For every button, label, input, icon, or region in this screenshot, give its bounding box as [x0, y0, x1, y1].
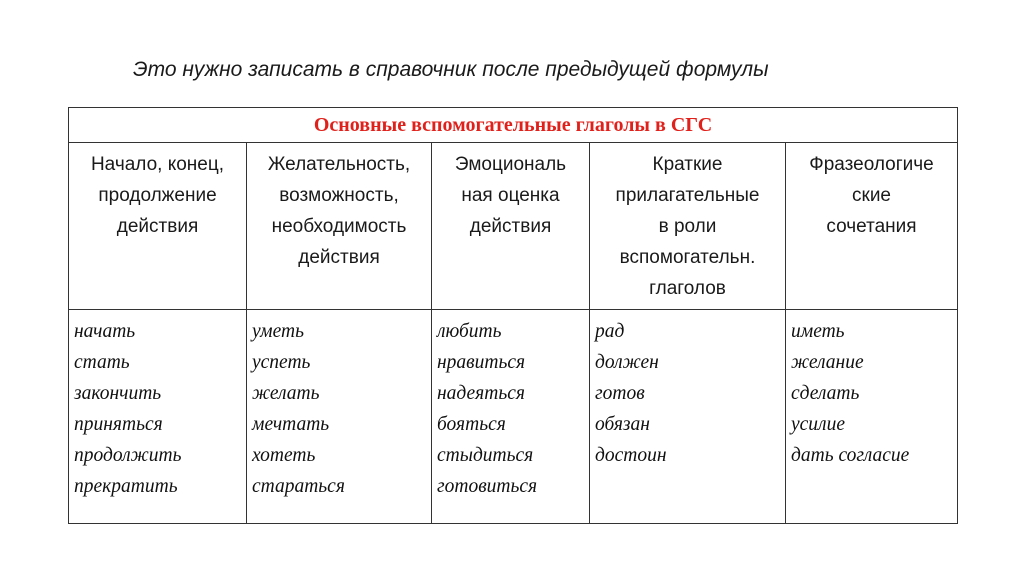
category-header-cell — [69, 143, 247, 310]
adjective-word: достоин — [595, 445, 667, 466]
category-label: Фразеологиче ские сочетания — [809, 154, 934, 237]
adjective-word: обязан — [595, 414, 650, 435]
verb-word: уметь — [252, 321, 304, 342]
verb-word: стать — [74, 352, 130, 373]
category-label: Эмоциональ ная оценка действия — [454, 154, 567, 237]
page-heading: Это нужно записать в справочник после предыдущей формулы — [133, 58, 769, 81]
category-label: Краткие прилагательные в роли вспомогательн. глаголов — [615, 154, 760, 299]
verb-word: любить — [437, 321, 502, 342]
verb-word: прекратить — [74, 476, 178, 497]
phrase-word: усилие — [791, 414, 845, 435]
category-header-cell — [590, 143, 786, 310]
phrase-word: желание — [791, 352, 864, 373]
verb-word: нравиться — [437, 352, 526, 373]
verb-word: готовиться — [437, 476, 538, 497]
verb-word: стараться — [252, 476, 345, 497]
verb-word: мечтать — [252, 414, 330, 435]
verb-word: продолжить — [74, 445, 182, 466]
adjective-word: рад — [595, 321, 625, 342]
verb-word: приняться — [74, 414, 163, 435]
category-label: Начало, конец, продолжение действия — [90, 154, 225, 237]
category-label: Желательность, возможность, необходимость действия — [267, 154, 411, 268]
category-header-cell — [247, 143, 432, 310]
word-list-cell — [247, 310, 432, 524]
phrase-word: иметь — [791, 321, 845, 342]
verb-word: стыдиться — [437, 445, 534, 466]
word-list-cell — [590, 310, 786, 524]
verb-word: успеть — [252, 352, 311, 373]
adjective-word: должен — [595, 352, 659, 373]
verb-word: закончить — [74, 383, 162, 404]
word-list-cell — [69, 310, 247, 524]
word-list-cell — [786, 310, 958, 524]
verb-word: надеяться — [437, 383, 525, 404]
verb-word: хотеть — [252, 445, 316, 466]
phrase-word: дать согласие — [791, 445, 910, 466]
table-title: Основные вспомогательные глаголы в СГС — [69, 108, 958, 143]
verb-word: бояться — [437, 414, 506, 435]
phrase-word: сделать — [791, 383, 860, 404]
word-list-cell — [432, 310, 590, 524]
verb-word: начать — [74, 321, 136, 342]
category-header-cell — [432, 143, 590, 310]
verb-word: желать — [252, 383, 320, 404]
auxiliary-verbs-table — [68, 107, 957, 524]
category-header-cell — [786, 143, 958, 310]
adjective-word: готов — [595, 383, 645, 404]
